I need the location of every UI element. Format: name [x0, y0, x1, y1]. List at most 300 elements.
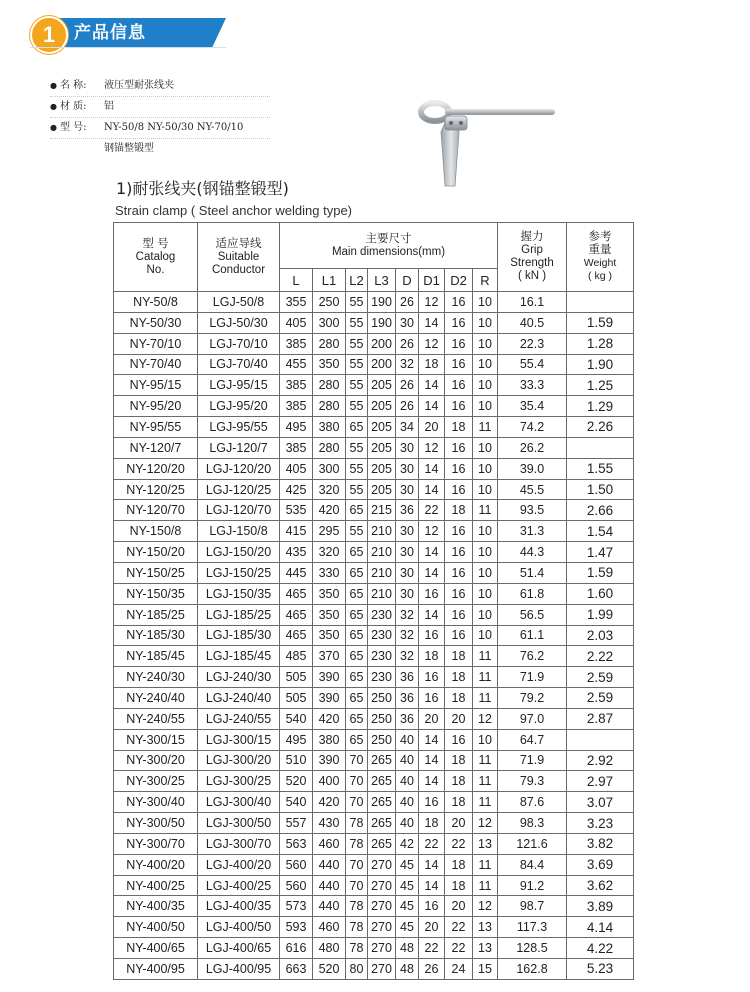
table-row	[114, 792, 634, 813]
cell-weight: 1.28	[567, 333, 634, 354]
cell-L: 385	[280, 396, 313, 417]
cell-L2: 65	[346, 667, 368, 688]
cell-D1: 14	[419, 604, 445, 625]
cell-D2: 16	[445, 354, 473, 375]
cell-D1: 14	[419, 396, 445, 417]
cell-conductor: LGJ-400/25	[198, 875, 280, 896]
cell-L3: 190	[368, 312, 396, 333]
cell-D1: 14	[419, 771, 445, 792]
cell-L: 385	[280, 333, 313, 354]
cell-L: 385	[280, 375, 313, 396]
cell-L2: 78	[346, 813, 368, 834]
cell-conductor: LGJ-185/45	[198, 646, 280, 667]
cell-catalog-no: NY-120/25	[114, 479, 198, 500]
cell-L1: 380	[313, 729, 346, 750]
cell-R: 15	[473, 959, 498, 980]
cell-catalog-no: NY-400/25	[114, 875, 198, 896]
table-row	[114, 312, 634, 333]
cell-conductor: LGJ-300/40	[198, 792, 280, 813]
cell-weight: 1.55	[567, 458, 634, 479]
cell-L3: 270	[368, 938, 396, 959]
cell-L: 355	[280, 292, 313, 313]
table-row	[114, 771, 634, 792]
cell-L1: 295	[313, 521, 346, 542]
header-text: Grip	[521, 244, 543, 256]
cell-L2: 70	[346, 771, 368, 792]
cell-D: 40	[396, 792, 419, 813]
cell-L1: 280	[313, 333, 346, 354]
cell-L1: 300	[313, 312, 346, 333]
cell-catalog-no: NY-240/40	[114, 688, 198, 709]
cell-D: 45	[396, 875, 419, 896]
cell-D: 26	[396, 292, 419, 313]
cell-L3: 230	[368, 646, 396, 667]
cell-conductor: LGJ-300/70	[198, 833, 280, 854]
cell-R: 11	[473, 688, 498, 709]
table-row	[114, 562, 634, 583]
cell-L: 425	[280, 479, 313, 500]
cell-catalog-no: NY-50/30	[114, 312, 198, 333]
cell-L2: 78	[346, 833, 368, 854]
cell-R: 10	[473, 479, 498, 500]
cell-L2: 70	[346, 750, 368, 771]
cell-grip-strength: 55.4	[498, 354, 567, 375]
cell-D: 30	[396, 437, 419, 458]
cell-weight: 1.90	[567, 354, 634, 375]
cell-grip-strength: 33.3	[498, 375, 567, 396]
cell-D1: 16	[419, 896, 445, 917]
cell-catalog-no: NY-300/20	[114, 750, 198, 771]
table-row	[114, 688, 634, 709]
cell-D1: 14	[419, 312, 445, 333]
cell-L1: 280	[313, 437, 346, 458]
cell-weight: 1.60	[567, 583, 634, 604]
cell-L2: 65	[346, 500, 368, 521]
cell-R: 10	[473, 542, 498, 563]
cell-conductor: LGJ-400/20	[198, 854, 280, 875]
cell-L1: 390	[313, 688, 346, 709]
cell-D2: 16	[445, 479, 473, 500]
cell-grip-strength: 98.3	[498, 813, 567, 834]
cell-L2: 78	[346, 896, 368, 917]
cell-conductor: LGJ-300/20	[198, 750, 280, 771]
table-row	[114, 354, 634, 375]
cell-weight: 1.29	[567, 396, 634, 417]
cell-conductor: LGJ-300/15	[198, 729, 280, 750]
cell-D1: 20	[419, 708, 445, 729]
cell-L1: 440	[313, 875, 346, 896]
cell-D2: 20	[445, 813, 473, 834]
cell-L2: 55	[346, 479, 368, 500]
cell-conductor: LGJ-150/8	[198, 521, 280, 542]
cell-L2: 55	[346, 375, 368, 396]
cell-L: 663	[280, 959, 313, 980]
cell-catalog-no: NY-150/20	[114, 542, 198, 563]
table-row	[114, 333, 634, 354]
table-row	[114, 917, 634, 938]
cell-conductor: LGJ-120/20	[198, 458, 280, 479]
cell-conductor: LGJ-150/25	[198, 562, 280, 583]
cell-L: 560	[280, 875, 313, 896]
cell-grip-strength: 84.4	[498, 854, 567, 875]
header-dim-D2: D2	[445, 269, 473, 292]
cell-L1: 440	[313, 854, 346, 875]
cell-L2: 65	[346, 542, 368, 563]
cell-L1: 380	[313, 417, 346, 438]
cell-conductor: LGJ-95/20	[198, 396, 280, 417]
cell-D: 36	[396, 708, 419, 729]
cell-weight: 3.82	[567, 833, 634, 854]
cell-L3: 270	[368, 917, 396, 938]
cell-D1: 14	[419, 458, 445, 479]
table-row	[114, 500, 634, 521]
cell-grip-strength: 79.3	[498, 771, 567, 792]
cell-L3: 210	[368, 521, 396, 542]
bullet-icon: ●	[50, 123, 57, 132]
cell-L1: 330	[313, 562, 346, 583]
cell-D: 30	[396, 521, 419, 542]
cell-weight: 1.59	[567, 312, 634, 333]
cell-weight: 5.23	[567, 959, 634, 980]
cell-R: 11	[473, 750, 498, 771]
cell-L1: 420	[313, 792, 346, 813]
table-row	[114, 667, 634, 688]
cell-R: 11	[473, 500, 498, 521]
cell-D: 48	[396, 959, 419, 980]
cell-L3: 250	[368, 708, 396, 729]
cell-D2: 16	[445, 521, 473, 542]
cell-L2: 65	[346, 604, 368, 625]
cell-D2: 18	[445, 667, 473, 688]
info-row-material	[50, 97, 270, 118]
cell-L: 505	[280, 688, 313, 709]
cell-L3: 200	[368, 354, 396, 375]
cell-grip-strength: 26.2	[498, 437, 567, 458]
cell-L3: 250	[368, 688, 396, 709]
cell-catalog-no: NY-95/15	[114, 375, 198, 396]
cell-R: 11	[473, 771, 498, 792]
cell-grip-strength: 64.7	[498, 729, 567, 750]
cell-L: 510	[280, 750, 313, 771]
cell-D1: 16	[419, 583, 445, 604]
cell-conductor: LGJ-400/35	[198, 896, 280, 917]
cell-D2: 22	[445, 833, 473, 854]
info-value: 液压型耐张线夹	[104, 80, 174, 91]
banner-title: 产品信息	[74, 23, 146, 43]
table-row	[114, 729, 634, 750]
table-row	[114, 646, 634, 667]
cell-L1: 350	[313, 604, 346, 625]
cell-weight: 1.50	[567, 479, 634, 500]
table-row	[114, 875, 634, 896]
cell-D2: 18	[445, 417, 473, 438]
cell-L: 465	[280, 583, 313, 604]
cell-D1: 16	[419, 688, 445, 709]
cell-weight: 1.25	[567, 375, 634, 396]
cell-D2: 16	[445, 562, 473, 583]
cell-L: 405	[280, 312, 313, 333]
cell-L: 405	[280, 458, 313, 479]
cell-D2: 16	[445, 396, 473, 417]
table-row	[114, 833, 634, 854]
cell-L: 505	[280, 667, 313, 688]
cell-L: 465	[280, 625, 313, 646]
cell-weight: 1.59	[567, 562, 634, 583]
cell-D: 30	[396, 458, 419, 479]
cell-L2: 70	[346, 875, 368, 896]
cell-catalog-no: NY-300/15	[114, 729, 198, 750]
cell-grip-strength: 31.3	[498, 521, 567, 542]
cell-grip-strength: 16.1	[498, 292, 567, 313]
header-text: Weight	[583, 257, 617, 269]
info-value: 铝	[104, 101, 114, 112]
cell-L3: 270	[368, 854, 396, 875]
table-row	[114, 604, 634, 625]
cell-R: 10	[473, 333, 498, 354]
cell-L1: 460	[313, 833, 346, 854]
header-text: 型 号	[142, 237, 169, 250]
cell-catalog-no: NY-50/8	[114, 292, 198, 313]
cell-L3: 205	[368, 437, 396, 458]
cell-conductor: LGJ-120/70	[198, 500, 280, 521]
cell-catalog-no: NY-185/45	[114, 646, 198, 667]
cell-L2: 65	[346, 729, 368, 750]
cell-L3: 205	[368, 417, 396, 438]
cell-L3: 230	[368, 667, 396, 688]
table-row	[114, 625, 634, 646]
cell-L2: 55	[346, 437, 368, 458]
cell-D: 32	[396, 604, 419, 625]
strain-clamp-image	[405, 96, 605, 196]
cell-conductor: LGJ-400/50	[198, 917, 280, 938]
cell-L2: 70	[346, 854, 368, 875]
cell-catalog-no: NY-120/70	[114, 500, 198, 521]
cell-weight: 3.62	[567, 875, 634, 896]
cell-conductor: LGJ-70/10	[198, 333, 280, 354]
cell-D: 34	[396, 417, 419, 438]
header-text: 适应导线	[215, 237, 262, 250]
cell-R: 10	[473, 354, 498, 375]
info-row-type: 钢锚整锻型	[104, 143, 154, 154]
cell-L1: 370	[313, 646, 346, 667]
cell-D2: 16	[445, 333, 473, 354]
info-row-name	[50, 76, 270, 97]
cell-weight: 2.92	[567, 750, 634, 771]
info-label: 材 质:	[60, 101, 87, 112]
cell-grip-strength: 44.3	[498, 542, 567, 563]
cell-D: 30	[396, 562, 419, 583]
cell-L1: 390	[313, 667, 346, 688]
cell-D2: 16	[445, 729, 473, 750]
cell-L: 485	[280, 646, 313, 667]
cell-L: 557	[280, 813, 313, 834]
cell-L2: 65	[346, 562, 368, 583]
cell-catalog-no: NY-300/40	[114, 792, 198, 813]
cell-weight: 3.23	[567, 813, 634, 834]
cell-D2: 22	[445, 917, 473, 938]
cell-R: 10	[473, 375, 498, 396]
table-row	[114, 521, 634, 542]
cell-catalog-no: NY-400/20	[114, 854, 198, 875]
cell-catalog-no: NY-120/20	[114, 458, 198, 479]
cell-L: 535	[280, 500, 313, 521]
cell-grip-strength: 162.8	[498, 959, 567, 980]
cell-catalog-no: NY-300/25	[114, 771, 198, 792]
cell-D2: 16	[445, 542, 473, 563]
cell-L2: 55	[346, 458, 368, 479]
cell-D2: 18	[445, 646, 473, 667]
cell-grip-strength: 87.6	[498, 792, 567, 813]
cell-L1: 320	[313, 479, 346, 500]
cell-grip-strength: 71.9	[498, 750, 567, 771]
cell-L1: 350	[313, 625, 346, 646]
cell-catalog-no: NY-400/95	[114, 959, 198, 980]
cell-L3: 250	[368, 729, 396, 750]
header-text: Strength	[510, 257, 554, 269]
cell-grip-strength: 74.2	[498, 417, 567, 438]
cell-D1: 16	[419, 667, 445, 688]
cell-D1: 26	[419, 959, 445, 980]
cell-D1: 16	[419, 625, 445, 646]
cell-catalog-no: NY-240/55	[114, 708, 198, 729]
cell-D1: 14	[419, 729, 445, 750]
banner-divider	[30, 47, 226, 48]
header-text: Suitable	[217, 250, 260, 263]
cell-L: 593	[280, 917, 313, 938]
cell-conductor: LGJ-120/7	[198, 437, 280, 458]
cell-conductor: LGJ-95/15	[198, 375, 280, 396]
cell-D2: 18	[445, 688, 473, 709]
bullet-icon: ●	[50, 102, 57, 111]
cell-D: 40	[396, 813, 419, 834]
cell-catalog-no: NY-120/7	[114, 437, 198, 458]
header-text: ( kN )	[517, 270, 547, 282]
cell-grip-strength: 128.5	[498, 938, 567, 959]
cell-D: 30	[396, 479, 419, 500]
cell-L: 495	[280, 729, 313, 750]
cell-L3: 270	[368, 875, 396, 896]
cell-L2: 55	[346, 521, 368, 542]
section-number-badge: 1	[30, 16, 68, 54]
cell-R: 13	[473, 833, 498, 854]
cell-L2: 70	[346, 792, 368, 813]
table-row	[114, 959, 634, 980]
cell-L: 563	[280, 833, 313, 854]
cell-L2: 55	[346, 333, 368, 354]
cell-L2: 80	[346, 959, 368, 980]
cell-D: 32	[396, 646, 419, 667]
cell-catalog-no: NY-185/30	[114, 625, 198, 646]
cell-L2: 78	[346, 917, 368, 938]
cell-L: 560	[280, 854, 313, 875]
cell-catalog-no: NY-70/10	[114, 333, 198, 354]
bullet-icon: ●	[50, 81, 57, 90]
cell-catalog-no: NY-400/50	[114, 917, 198, 938]
cell-D: 36	[396, 688, 419, 709]
cell-grip-strength: 98.7	[498, 896, 567, 917]
cell-L3: 210	[368, 562, 396, 583]
cell-grip-strength: 61.1	[498, 625, 567, 646]
cell-L1: 390	[313, 750, 346, 771]
cell-conductor: LGJ-185/30	[198, 625, 280, 646]
cell-grip-strength: 22.3	[498, 333, 567, 354]
cell-L1: 420	[313, 708, 346, 729]
table-row	[114, 292, 634, 313]
cell-conductor: LGJ-400/95	[198, 959, 280, 980]
cell-R: 10	[473, 437, 498, 458]
cell-L3: 270	[368, 959, 396, 980]
cell-L2: 65	[346, 646, 368, 667]
table-row	[114, 813, 634, 834]
header-text: Conductor	[211, 263, 266, 276]
header-dim-L: L	[280, 269, 313, 292]
table-row	[114, 896, 634, 917]
cell-conductor: LGJ-120/25	[198, 479, 280, 500]
table-row	[114, 854, 634, 875]
cell-L2: 65	[346, 417, 368, 438]
cell-R: 12	[473, 813, 498, 834]
cell-R: 12	[473, 896, 498, 917]
info-row-model	[50, 118, 270, 139]
cell-D: 40	[396, 771, 419, 792]
cell-L: 455	[280, 354, 313, 375]
cell-weight	[567, 437, 634, 458]
cell-L2: 65	[346, 688, 368, 709]
cell-R: 11	[473, 854, 498, 875]
cell-catalog-no: NY-150/35	[114, 583, 198, 604]
header-text: 主要尺寸	[365, 232, 412, 245]
cell-D2: 18	[445, 771, 473, 792]
cell-catalog-no: NY-95/55	[114, 417, 198, 438]
cell-L: 540	[280, 792, 313, 813]
cell-weight: 2.59	[567, 688, 634, 709]
cell-weight: 3.89	[567, 896, 634, 917]
cell-R: 11	[473, 792, 498, 813]
cell-grip-strength: 45.5	[498, 479, 567, 500]
cell-L3: 205	[368, 479, 396, 500]
cell-L1: 280	[313, 375, 346, 396]
cell-conductor: LGJ-240/40	[198, 688, 280, 709]
cell-L1: 520	[313, 959, 346, 980]
table-row	[114, 708, 634, 729]
cell-conductor: LGJ-240/55	[198, 708, 280, 729]
cell-D1: 16	[419, 792, 445, 813]
cell-weight: 2.03	[567, 625, 634, 646]
cell-R: 10	[473, 458, 498, 479]
table-row	[114, 479, 634, 500]
header-conductor	[198, 223, 280, 292]
cell-L3: 265	[368, 833, 396, 854]
cell-D1: 20	[419, 417, 445, 438]
cell-R: 12	[473, 708, 498, 729]
cell-R: 10	[473, 521, 498, 542]
cell-L2: 55	[346, 292, 368, 313]
cell-R: 11	[473, 875, 498, 896]
cell-D: 32	[396, 354, 419, 375]
cell-L2: 65	[346, 708, 368, 729]
table-row	[114, 583, 634, 604]
spec-table-body	[114, 292, 634, 980]
cell-D2: 18	[445, 750, 473, 771]
cell-D1: 12	[419, 521, 445, 542]
cell-D1: 14	[419, 562, 445, 583]
cell-D2: 18	[445, 792, 473, 813]
cell-R: 11	[473, 667, 498, 688]
cell-grip-strength: 51.4	[498, 562, 567, 583]
cell-R: 10	[473, 729, 498, 750]
cell-D1: 14	[419, 542, 445, 563]
cell-grip-strength: 93.5	[498, 500, 567, 521]
